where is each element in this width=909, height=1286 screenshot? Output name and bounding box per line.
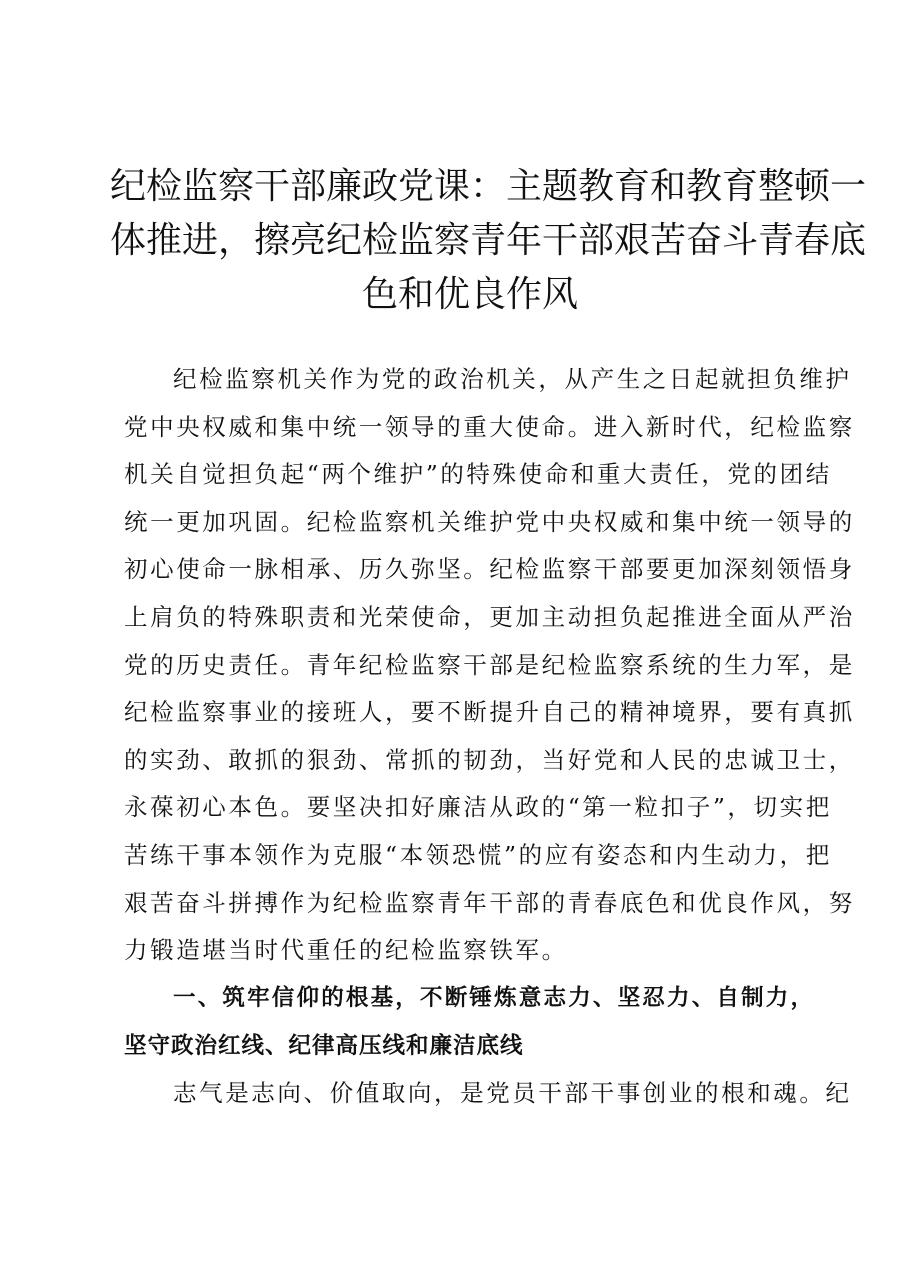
paragraph-line: 上肩负的特殊职责和光荣使命，更加主动担负起推进全面从严治 (124, 602, 855, 631)
paragraph-line: 艰苦奋斗拼搏作为纪检监察青年干部的青春底色和优良作风，努 (124, 888, 855, 917)
title-line: 体推进，擦亮纪检监察青年干部艰苦奋斗青春底 (110, 220, 867, 261)
heading-line: 一、筑牢信仰的根基，不断锤炼意志力、坚忍力、自制力， (173, 985, 814, 1011)
section-heading-1 (124, 975, 814, 1070)
paragraph-line: 志气是志向、价值取向，是党员干部干事创业的根和魂。纪 (173, 1079, 852, 1107)
paragraph-line: 初心使命一脉相承、历久弥坚。纪检监察干部要更加深刻领悟身 (124, 555, 855, 584)
paragraph-line: 机关自觉担负起“两个维护”的特殊使命和重大责任，党的团结 (124, 460, 832, 489)
paragraph-line: 永葆初心本色。要坚决扣好廉洁从政的“第一粒扣子”，切实把 (124, 793, 832, 822)
paragraph-line: 统一更加巩固。纪检监察机关维护党中央权威和集中统一领导的 (124, 507, 855, 536)
paragraph-line: 党的历史责任。青年纪检监察干部是纪检监察系统的生力军，是 (124, 650, 855, 679)
title-line: 纪检监察干部廉政党课：主题教育和教育整顿一 (110, 166, 867, 207)
paragraph-2 (124, 1070, 852, 1118)
paragraph-line: 纪检监察事业的接班人，要不断提升自己的精神境界，要有真抓 (124, 698, 855, 727)
paragraph-line: 的实劲、敢抓的狠劲、常抓的韧劲，当好党和人民的忠诚卫士， (124, 745, 855, 774)
paragraph-line: 力锻造堪当时代重任的纪检监察铁军。 (124, 936, 568, 965)
paragraph-line: 党中央权威和集中统一领导的重大使命。进入新时代，纪检监察 (124, 412, 855, 441)
paragraph-line: 纪检监察机关作为党的政治机关，从产生之日起就担负维护 (173, 365, 852, 393)
paragraph-1 (124, 356, 855, 975)
heading-line: 坚守政治红线、纪律高压线和廉洁底线 (124, 1032, 524, 1059)
title-line: 色和优良作风 (361, 274, 578, 315)
paragraph-line: 苦练干事本领作为克服“本领恐慌”的应有姿态和内生动力，把 (124, 840, 832, 869)
document-title (110, 160, 867, 322)
